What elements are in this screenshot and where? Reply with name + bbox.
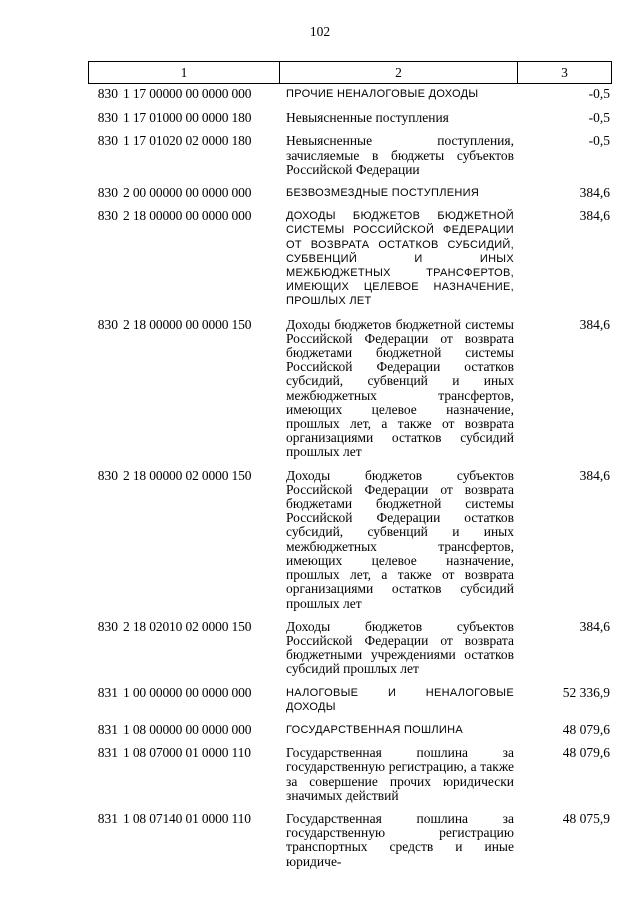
admin-code: 830 [97, 618, 118, 634]
budget-code: 1 08 07140 01 0000 110 [123, 810, 251, 826]
admin-code: 830 [97, 467, 118, 483]
budget-code: 1 00 00000 00 0000 000 [123, 684, 252, 700]
sum-value: 384,6 [579, 208, 610, 224]
budget-code: 1 08 07000 01 0000 110 [123, 745, 251, 761]
admin-code: 831 [97, 810, 118, 826]
budget-code: 2 18 02010 02 0000 150 [123, 618, 252, 634]
admin-code: 830 [97, 208, 118, 224]
header-col-1: 1 [89, 62, 280, 83]
table-row [88, 620, 612, 677]
admin-code: 830 [97, 316, 118, 332]
budget-code: 2 18 00000 00 0000 000 [123, 208, 252, 224]
header-col-3: 3 [561, 64, 568, 80]
sum-value: 48 075,9 [562, 810, 610, 826]
table-row [88, 134, 612, 177]
admin-code: 830 [97, 185, 118, 201]
table-row [88, 746, 612, 803]
table-row [88, 209, 612, 308]
table-row [88, 469, 612, 611]
sum-value: 48 079,6 [562, 745, 610, 761]
budget-code: 1 17 01020 02 0000 180 [123, 133, 252, 149]
sum-value: 384,6 [579, 316, 610, 332]
income-name: Государственная пошлина за государственную регистрацию, а также за совершение прочих юридически значимых действий [286, 745, 514, 803]
income-name: Невыясненные поступления, зачисляемые в бюджеты субъектов Российской Федерации [286, 133, 514, 177]
table-body [88, 87, 612, 869]
sum-value: 384,6 [579, 467, 610, 483]
page-number: 102 [309, 24, 331, 39]
sum-value: -0,5 [588, 86, 610, 101]
income-name: Невыясненные поступления [286, 110, 449, 126]
admin-code: 831 [97, 684, 118, 700]
income-name: ПРОЧИЕ НЕНАЛОГОВЫЕ ДОХОДЫ [286, 88, 479, 100]
table-row [88, 318, 612, 460]
header-col-2: 2 [280, 62, 518, 83]
income-name: ДОХОДЫ БЮДЖЕТОВ БЮДЖЕТНОЙ СИСТЕМЫ РОССИЙСКОЙ ФЕДЕРАЦИИ ОТ ВОЗВРАТА ОСТАТКОВ СУБСИДИЙ, СУБВЕНЦИЙ И ИНЫХ МЕЖБЮДЖЕТНЫХ ТРАНСФЕРТОВ, ИМЕЮЩИХ ЦЕЛЕВОЕ НАЗНАЧЕНИЕ, ПРОШЛЫХ ЛЕТ [286, 210, 514, 308]
income-name: ГОСУДАРСТВЕННАЯ ПОШЛИНА [286, 723, 464, 736]
budget-code: 2 00 00000 00 0000 000 [123, 185, 252, 201]
budget-code: 2 18 00000 00 0000 150 [123, 316, 252, 332]
table-row [88, 686, 612, 714]
admin-code: 831 [97, 745, 118, 761]
sum-value: 384,6 [579, 618, 610, 634]
income-name: Доходы бюджетов субъектов Российской Федерации от возврата бюджетами бюджетной системы Российской Федерации остатков субсидий, субвенций и иных межбюджетных трансфертов, имеющих целевое назначение, прошлых лет, а также от возврата организациями остатков субсидий прошлых лет [286, 467, 514, 611]
income-name: Доходы бюджетов бюджетной системы Российской Федерации от возврата бюджетами бюджетной системы Российской Федерации остатков субсидий, субвенций и иных межбюджетных трансфертов, имеющих целевое назначение, прошлых лет, а также от возврата организациями остатков субсидий прошлых лет [286, 316, 514, 460]
income-name: БЕЗВОЗМЕЗДНЫЕ ПОСТУПЛЕНИЯ [286, 187, 480, 200]
sum-value: 384,6 [579, 185, 610, 201]
table-row [88, 87, 612, 101]
table-row [88, 186, 612, 200]
table-row [88, 812, 612, 869]
budget-code: 2 18 00000 02 0000 150 [123, 467, 252, 483]
table-row [88, 111, 612, 125]
table-row [88, 723, 612, 737]
budget-code: 1 17 00000 00 0000 000 [123, 86, 252, 101]
table-header [88, 61, 612, 84]
sum-value: 52 336,9 [562, 684, 610, 700]
sum-value: -0,5 [588, 133, 610, 149]
sum-value: -0,5 [588, 110, 610, 126]
admin-code: 830 [97, 133, 118, 149]
budget-code: 1 17 01000 00 0000 180 [123, 110, 252, 126]
admin-code: 831 [97, 721, 118, 737]
income-name: Государственная пошлина за государственную регистрацию транспортных средств и иные юридиче- [286, 810, 514, 869]
admin-code: 830 [97, 86, 118, 101]
sum-value: 48 079,6 [562, 721, 610, 737]
income-name: НАЛОГОВЫЕ И НЕНАЛОГОВЫЕ ДОХОДЫ [286, 686, 514, 713]
income-name: Доходы бюджетов субъектов Российской Федерации от возврата бюджетными учреждениями остатков субсидий прошлых лет [286, 618, 514, 677]
budget-code: 1 08 00000 00 0000 000 [123, 721, 252, 737]
admin-code: 830 [97, 110, 118, 126]
